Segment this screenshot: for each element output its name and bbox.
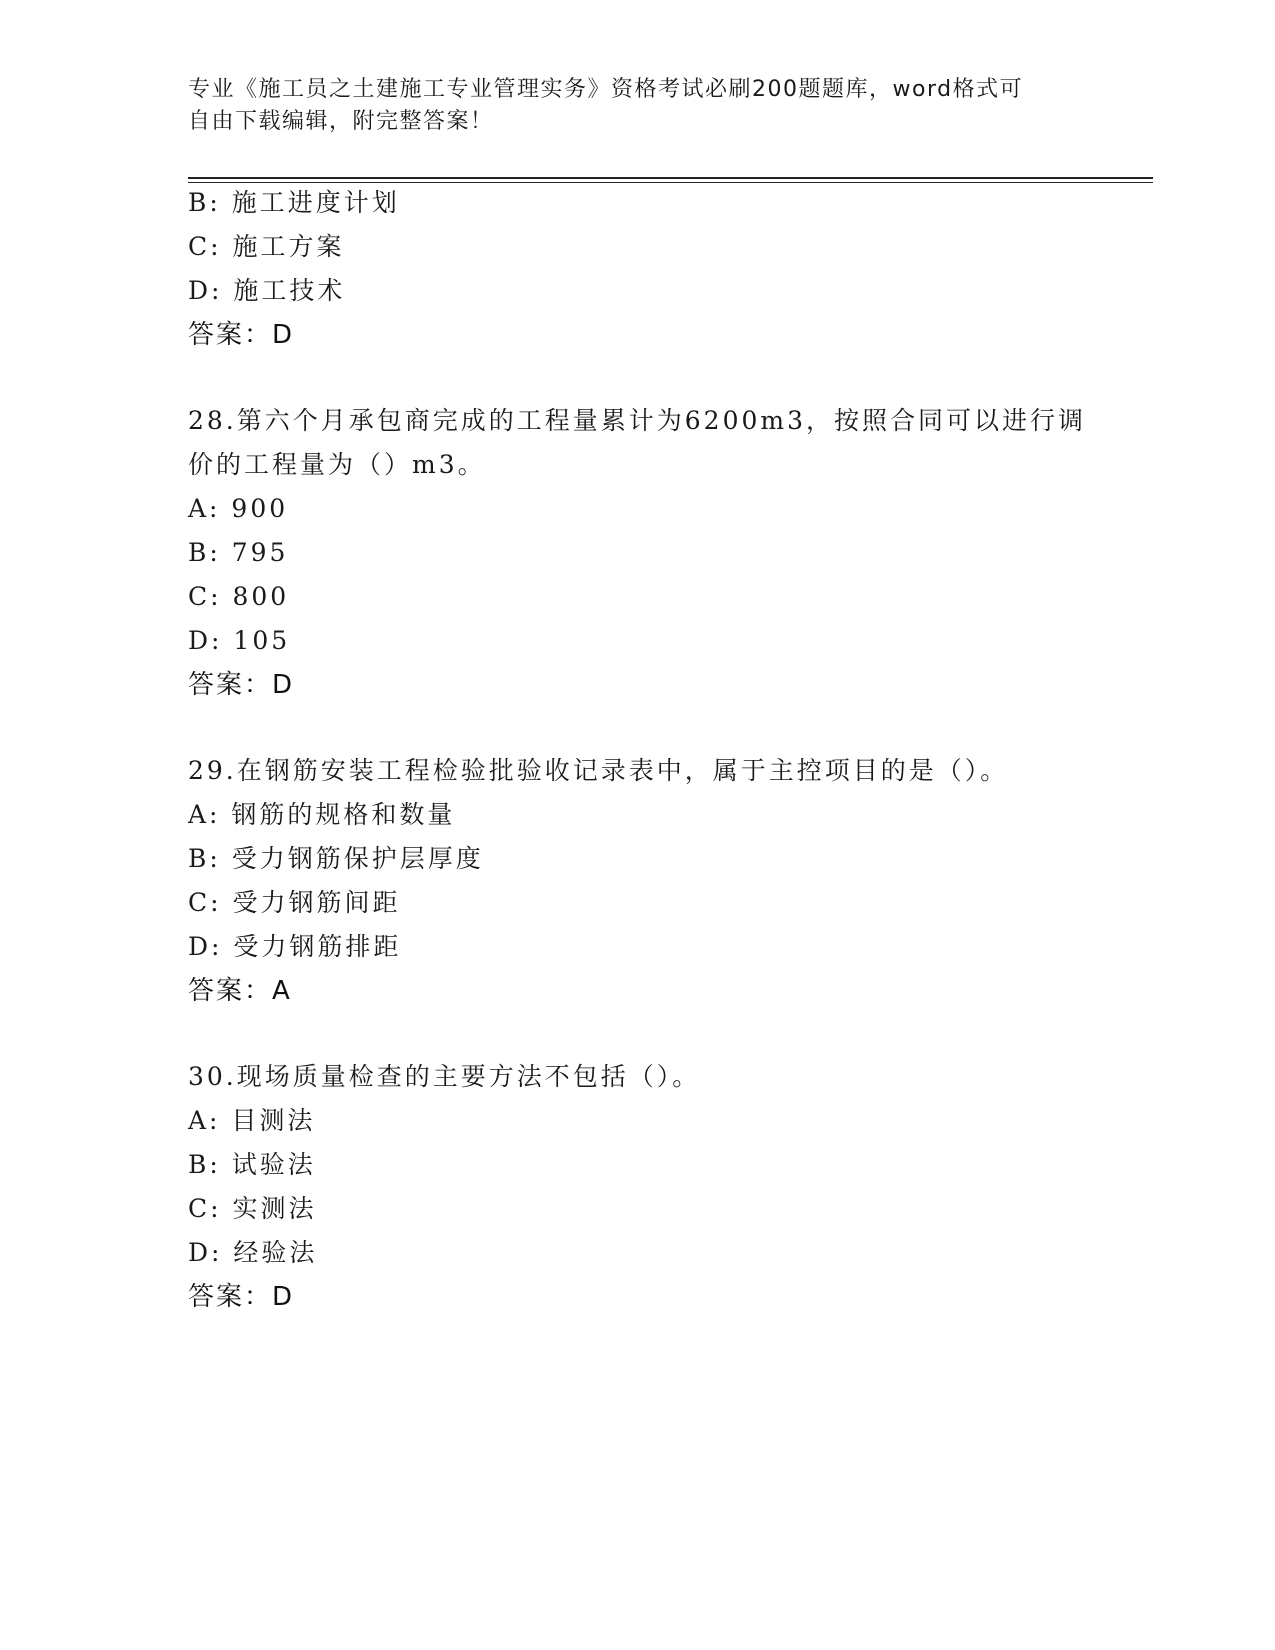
q29-stem: 29.在钢筋安装工程检验批验收记录表中，属于主控项目的是（）。 (188, 756, 1009, 785)
q30-answer: 答案：D (188, 1282, 295, 1312)
q27-answer: 答案：D (188, 320, 295, 350)
q30-option-b: B: 试验法 (188, 1150, 316, 1179)
q28-stem-line-1: 28.第六个月承包商完成的工程量累计为6200m3，按照合同可以进行调 (188, 406, 1086, 435)
q30-option-a: A: 目测法 (188, 1106, 316, 1135)
q30-option-d: D: 经验法 (188, 1238, 318, 1267)
q29-option-d: D: 受力钢筋排距 (188, 932, 402, 961)
header-rule-thick (188, 177, 1153, 179)
q29-option-b: B: 受力钢筋保护层厚度 (188, 844, 484, 873)
q29-answer: 答案：A (188, 976, 292, 1006)
header-line-1: 专业《施工员之土建施工专业管理实务》资格考试必刷200题题库，word格式可 (188, 77, 1024, 102)
q27-option-c: C: 施工方案 (188, 232, 345, 261)
q28-option-a: A: 900 (188, 494, 289, 523)
header-rule-thin (188, 182, 1153, 183)
q28-answer: 答案：D (188, 670, 295, 700)
q27-option-b: B: 施工进度计划 (188, 188, 400, 217)
q30-option-c: C: 实测法 (188, 1194, 317, 1223)
q29-option-a: A: 钢筋的规格和数量 (188, 800, 456, 829)
q27-option-d: D: 施工技术 (188, 276, 346, 305)
q28-option-c: C: 800 (188, 582, 290, 611)
q28-option-b: B: 795 (188, 538, 289, 567)
document-header (188, 74, 1078, 138)
q28-option-d: D: 105 (188, 626, 291, 655)
q29-option-c: C: 受力钢筋间距 (188, 888, 401, 917)
header-line-2: 自由下载编辑，附完整答案！ (188, 109, 494, 134)
q30-stem: 30.现场质量检查的主要方法不包括（）。 (188, 1062, 701, 1091)
q28-stem-line-2: 价的工程量为（）m3。 (188, 450, 486, 479)
